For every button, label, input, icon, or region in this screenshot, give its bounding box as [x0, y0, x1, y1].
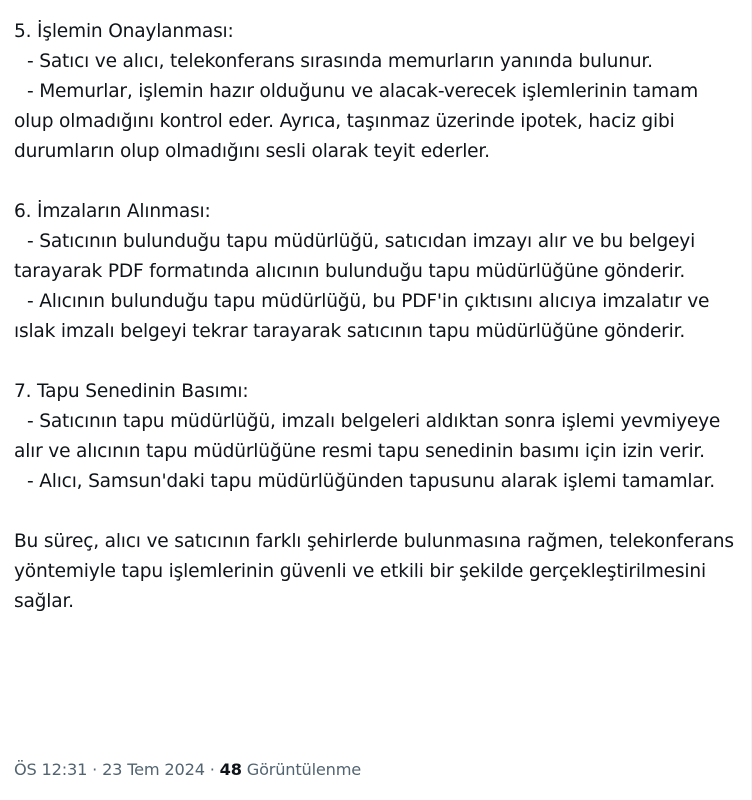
- paragraph-gap: [14, 167, 736, 197]
- tweet-text: [14, 17, 736, 617]
- section-7: [14, 377, 736, 497]
- views-link[interactable]: [220, 760, 361, 779]
- section-heading: 7. Tapu Senedinin Basımı:: [14, 381, 249, 402]
- section-bullet: - Satıcının bulunduğu tapu müdürlüğü, satıcıdan imzayı alır ve bu belgeyi tarayarak PDF formatında alıcının bulunduğu tapu müdürlüğüne gönderir.: [14, 231, 696, 282]
- paragraph-gap: [14, 497, 736, 527]
- tweet-time: ÖS 12:31: [14, 760, 88, 779]
- views-count: 48: [219, 760, 242, 779]
- section-heading: 6. İmzaların Alınması:: [14, 201, 211, 222]
- meta-separator: ·: [204, 760, 220, 779]
- section-heading: 5. İşlemin Onaylanması:: [14, 21, 234, 42]
- section-bullet: - Alıcı, Samsun'daki tapu müdürlüğünden tapusunu alarak işlemi tamamlar.: [27, 471, 716, 492]
- section-bullet: - Satıcı ve alıcı, telekonferans sırasında memurların yanında bulunur.: [27, 51, 653, 72]
- section-bullet: - Satıcının tapu müdürlüğü, imzalı belgeleri aldıktan sonra işlemi yevmiyeye alır ve alıcının tapu müdürlüğüne resmi tapu senedinin basımı için izin verir.: [14, 411, 721, 462]
- tweet-meta: [14, 757, 361, 783]
- meta-separator: ·: [87, 760, 103, 779]
- section-bullet: - Memurlar, işlemin hazır olduğunu ve alacak-verecek işlemlerinin tamam olup olmadığını kontrol eder. Ayrıca, taşınmaz üzerinde ipotek, haciz gibi durumların olup olmadığını sesli olarak teyit ederler.: [14, 81, 699, 162]
- paragraph-gap: [14, 347, 736, 377]
- tweet-timestamp[interactable]: [14, 760, 205, 779]
- conclusion: [14, 527, 736, 617]
- section-6: [14, 197, 736, 347]
- tweet-date: 23 Tem 2024: [102, 760, 205, 779]
- section-5: [14, 17, 736, 167]
- conclusion-text: Bu süreç, alıcı ve satıcının farklı şehirlerde bulunmasına rağmen, telekonferans yöntemiyle tapu işlemlerinin güvenli ve etkili bir şekilde gerçekleştirilmesini sağlar.: [14, 531, 734, 612]
- views-label: Görüntülenme: [246, 760, 362, 779]
- section-bullet: - Alıcının bulunduğu tapu müdürlüğü, bu PDF'in çıktısını alıcıya imzalatır ve ıslak imzalı belgeyi tekrar tarayarak satıcının tapu müdürlüğüne gönderir.: [14, 291, 710, 342]
